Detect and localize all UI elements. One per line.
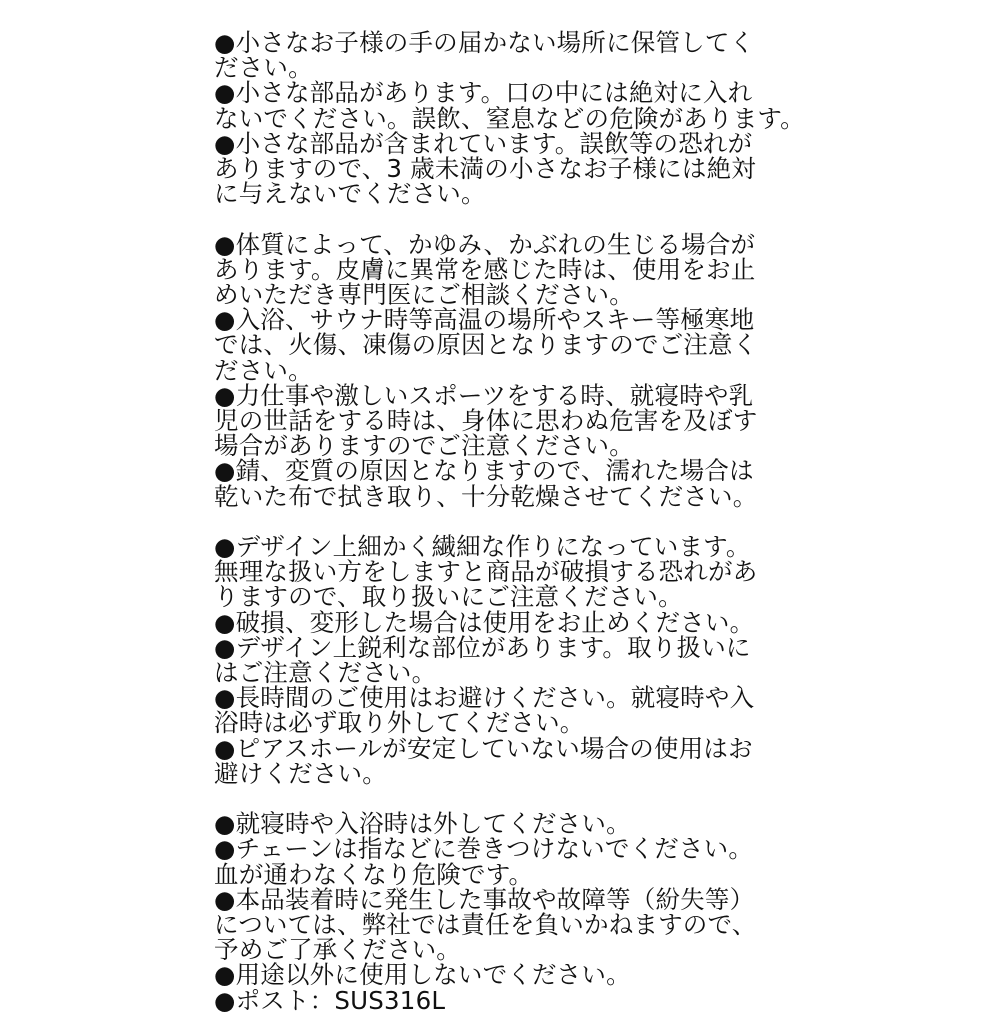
text-line: ●小さな部品があります。口の中には絶対に入れ: [214, 78, 753, 108]
text-line: ●力仕事や激しいスポーツをする時、就寝時や乳: [214, 380, 754, 410]
text-line: 血が通わなくなり危険です。: [214, 859, 534, 889]
text-line: ●ピアスホールが安定していない場合の使用はお: [214, 733, 753, 763]
text-line: ださい。: [214, 53, 313, 83]
text-line: ●デザイン上細かく繊細な作りになっています。: [214, 532, 751, 562]
text-line: 避けください。: [214, 758, 387, 788]
text-line: ●体質によって、かゆみ、かぶれの生じる場合が: [214, 229, 756, 259]
text-line: 乾いた布で拭き取り、十分乾燥させてください。: [214, 481, 758, 511]
text-line: ●小さな部品が含まれています。誤飲等の恐れが: [214, 128, 753, 158]
caution-notes: [214, 28, 805, 1015]
text-line: ●本品装着時に発生した事故や故障等（紛失等）: [214, 884, 755, 914]
text-line: 無理な扱い方をしますと商品が破損する恐れがあ: [214, 557, 758, 587]
text-line: ●小さなお子様の手の届かない場所に保管してく: [214, 28, 755, 57]
text-line: ありますので、3 歳未満の小さなお子様には絶対: [214, 154, 756, 184]
text-line: ●長時間のご使用はお避けください。就寝時や入: [214, 683, 755, 713]
text-line: ●破損、変形した場合は使用をお止めください。: [214, 607, 755, 637]
section-general-notes: [214, 811, 794, 1013]
text-line: ●デザイン上鋭利な部位があります。取り扱いに: [214, 632, 751, 662]
text-line: ●錆、変質の原因となりますので、濡れた場合は: [214, 456, 754, 486]
text-line: ●用途以外に使用しないでください。: [214, 960, 631, 990]
text-line: ●ポスト：SUS316L: [214, 985, 446, 1015]
text-line: 浴時は必ず取り外してください。: [214, 708, 585, 738]
text-line: では、火傷、凍傷の原因となりますのでご注意く: [214, 330, 758, 360]
text-line: ●就寝時や入浴時は外してください。: [214, 809, 631, 839]
section-child-safety: [214, 28, 805, 209]
text-line: については、弊社では責任を負いかねますので、: [214, 910, 757, 940]
text-line: あります。皮膚に異常を感じた時は、使用をお止: [214, 254, 756, 284]
text-line: に与えないでください。: [214, 179, 486, 209]
text-line: ●チェーンは指などに巻きつけないでください。: [214, 834, 754, 864]
text-line: ●入浴、サウナ時等高温の場所やスキー等極寒地: [214, 305, 755, 335]
text-line: ないでください。誤飲、窒息などの危険があります。: [214, 103, 805, 133]
text-line: 予めご了承ください。: [214, 935, 461, 965]
text-line: 児の世話をする時は、身体に思わぬ危害を及ぼす: [214, 406, 758, 436]
section-skin-and-usage: [214, 229, 794, 511]
text-line: ださい。: [214, 355, 313, 385]
text-line: りますので、取り扱いにご注意ください。: [214, 582, 683, 612]
text-line: 場合がありますのでご注意ください。: [214, 431, 634, 461]
text-line: はご注意ください。: [214, 658, 437, 688]
text-line: めいただき専門医にご相談ください。: [214, 280, 634, 310]
section-design-handling: [214, 534, 794, 786]
